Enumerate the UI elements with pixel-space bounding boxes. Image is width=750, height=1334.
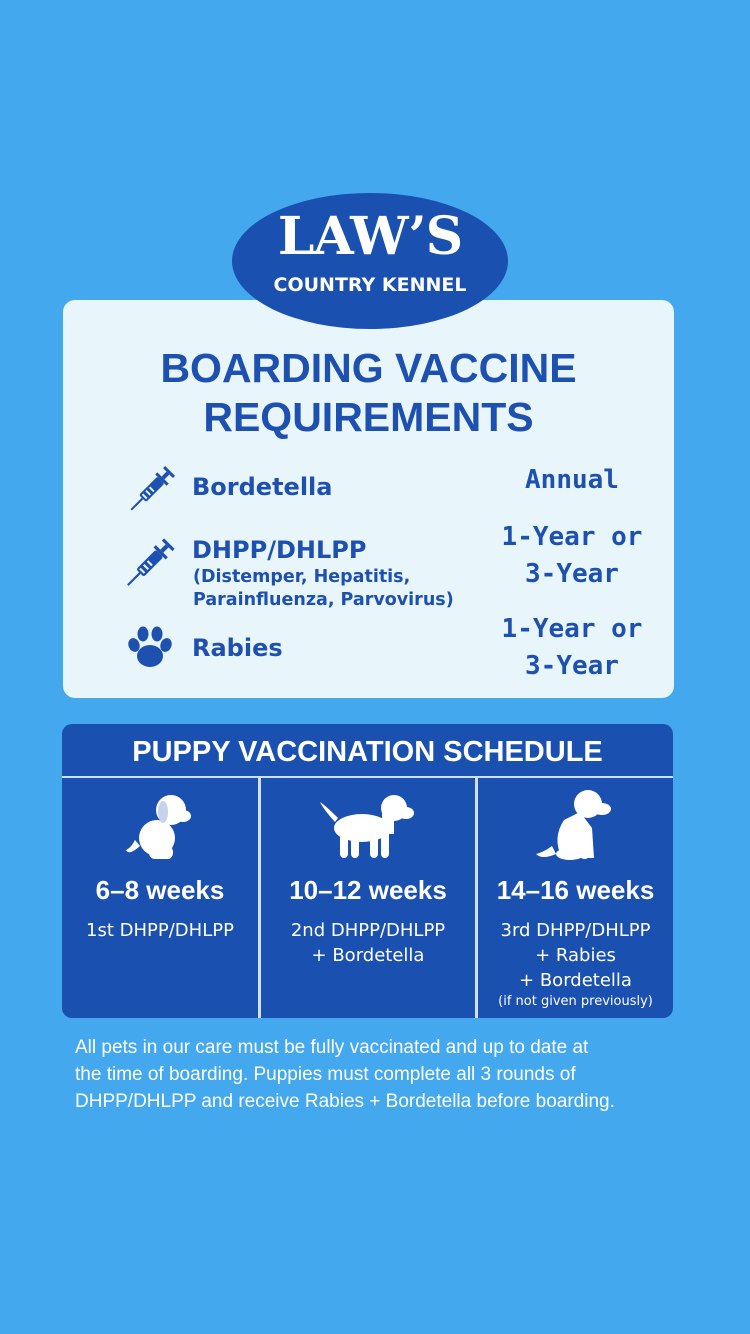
dose-line: 1st DHPP/DHLPP: [86, 920, 234, 941]
vaccine-frequency-bordetella: [483, 462, 661, 499]
note-line2: Parainfluenza, Parvovirus): [193, 590, 454, 610]
dose-line: + Bordetella: [519, 970, 632, 991]
vaccine-frequency-dhpp: [483, 519, 661, 593]
dose-line: 3rd DHPP/DHLPP: [500, 920, 651, 941]
frequency-line1: 1-Year or: [501, 614, 643, 644]
boarding-requirements-card: [63, 300, 674, 698]
vaccine-name-bordetella: Bordetella: [192, 473, 333, 501]
weeks-label: 6–8 weeks: [95, 875, 225, 905]
schedule-title: PUPPY VACCINATION SCHEDULE: [132, 736, 603, 768]
schedule-column-10-12-weeks: [261, 778, 475, 1018]
policy-line: the time of boarding. Puppies must complete all 3 rounds of: [75, 1064, 576, 1085]
requirements-title-line1: BOARDING VACCINE: [160, 345, 577, 391]
vaccine-name-dhpp: DHPP/DHLPP: [192, 536, 367, 564]
puppy-sitting-icon: [123, 788, 197, 862]
kennel-logo: [232, 193, 508, 329]
dose-line: + Bordetella: [311, 945, 425, 966]
frequency-line2: 3-Year: [525, 559, 619, 589]
logo-subtitle: COUNTRY KENNEL: [273, 274, 467, 296]
requirements-title: [63, 344, 674, 442]
vaccine-frequency-rabies: [483, 611, 661, 685]
schedule-column-6-8-weeks: [62, 778, 258, 1018]
paw-print-icon: [125, 624, 175, 672]
syringe-icon: [117, 532, 181, 596]
requirements-title-line2: REQUIREMENTS: [203, 394, 534, 440]
frequency-line2: 3-Year: [525, 651, 619, 681]
vaccine-note-dhpp: [193, 566, 493, 612]
note-line1: (Distemper, Hepatitis,: [193, 567, 411, 587]
syringe-icon: [121, 460, 181, 520]
vaccine-name-rabies: Rabies: [192, 634, 283, 662]
logo-name: LAW’S: [277, 206, 463, 267]
puppy-schedule-panel: [62, 724, 673, 1018]
dose-list: [261, 918, 475, 968]
weeks-label: 10–12 weeks: [289, 875, 447, 905]
dose-note: (if not given previously): [498, 994, 653, 1009]
dose-list: [478, 918, 673, 1011]
weeks-label: 14–16 weeks: [496, 875, 655, 905]
dog-sitting-icon: [534, 788, 618, 862]
boarding-policy-text: [75, 1034, 675, 1115]
puppy-standing-icon: [318, 788, 418, 862]
dose-line: + Rabies: [535, 945, 616, 966]
frequency-line1: 1-Year or: [501, 522, 643, 552]
dose-list: [62, 918, 258, 943]
dose-line: 2nd DHPP/DHLPP: [290, 920, 446, 941]
policy-line: DHPP/DHLPP and receive Rabies + Bordetella before boarding.: [75, 1091, 615, 1112]
schedule-column-14-16-weeks: [478, 778, 673, 1018]
frequency-line1: Annual: [525, 465, 619, 495]
policy-line: All pets in our care must be fully vaccinated and up to date at: [75, 1037, 589, 1058]
